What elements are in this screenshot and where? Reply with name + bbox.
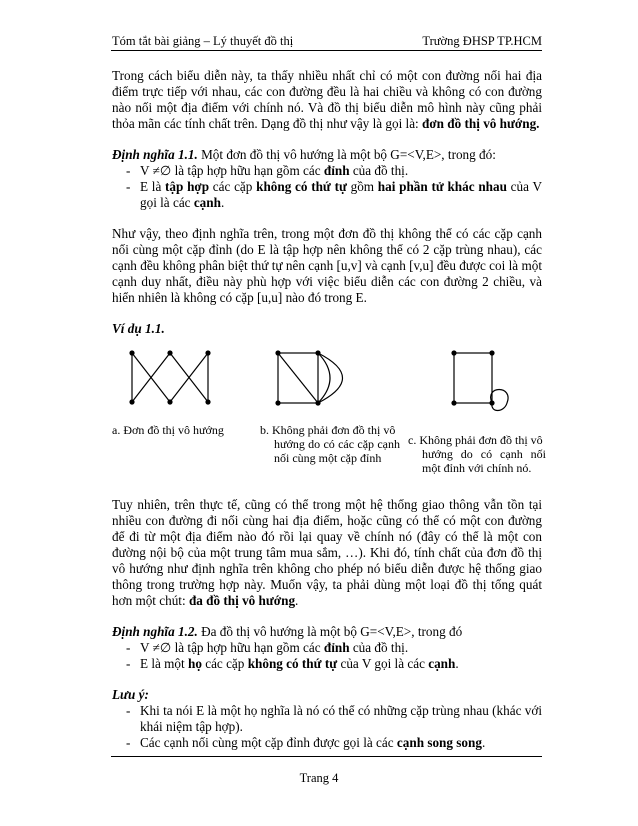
graph-illustrations (112, 341, 542, 421)
page-content (112, 68, 546, 751)
example-figure (112, 341, 546, 475)
paragraph-1-text: Trong cách biểu diễn này, ta thấy nhiều nhất chỉ có một con đường nối hai địa điểm trực tiếp với nhau, các con đường đều là hai chiều và không có con đường nào nối một địa điểm với chính nó. Và đồ thị biểu diễn mô hình này cũng phải thỏa mãn các tính chất trên. Dạng đồ thị như vậy là gọi là: (112, 68, 542, 131)
paragraph-1-bold: đơn đồ thị vô hướng. (422, 116, 540, 131)
list-item: - E là một họ các cặp không có thứ tự của V gọi là các cạnh. (112, 656, 542, 672)
header-rule (111, 50, 542, 51)
example-title: Ví dụ 1.1. (112, 321, 165, 336)
definition-1-2-list (112, 640, 542, 672)
definition-1-1-list (112, 163, 542, 211)
list-item: - V ≠∅ là tập hợp hữu hạn gồm các đỉnh của đồ thị. (112, 163, 542, 179)
note-title: Lưu ý: (112, 687, 149, 702)
graph-a (132, 353, 208, 402)
list-item: - Khi ta nói E là một họ nghĩa là nó có thể có những cặp trùng nhau (khác với khái niệm tập hợp). (112, 703, 542, 735)
graph-b (278, 353, 343, 403)
list-item: - V ≠∅ là tập hợp hữu hạn gồm các đỉnh của đồ thị. (112, 640, 542, 656)
footer-rule (111, 756, 542, 757)
paragraph-3: Tuy nhiên, trên thực tế, cũng có thể trong một hệ thống giao thông vẫn tồn tại nhiều con đường đi nối cùng hai địa điểm, hoặc cũng có thể có một con đường để đi từ một địa điểm nào đó rồi lại quay về chính nó (đây có thể là một con đường nội bộ của một trung tâm mua sắm, …). Khi đó, tính chất của đơn đồ thị vô hướng như định nghĩa trên không cho phép nó biểu diễn được hệ thống giao thông trong trường hợp này. Muốn vậy, ta phải dùng một loại đồ thị tổng quát hơn một chút: đa đồ thị vô hướng. (112, 497, 542, 608)
paragraph-1 (112, 68, 542, 132)
caption-c: c. Không phải đơn đồ thị vô hướng do có cạnh nối một đỉnh với chính nó. (408, 433, 546, 475)
definition-1-1 (112, 147, 542, 163)
header-left: Tóm tắt bài giảng – Lý thuyết đồ thị (112, 34, 294, 48)
header-right: Trường ĐHSP TP.HCM (422, 34, 542, 48)
definition-1-1-text: Một đơn đồ thị vô hướng là một bộ G=<V,E>, trong đó: (197, 147, 496, 162)
page-number: Trang 4 (299, 771, 339, 785)
definition-1-2: Định nghĩa 1.2. Đa đồ thị vô hướng là một bộ G=<V,E>, trong đó (112, 624, 463, 639)
list-item: - E là tập hợp các cặp không có thứ tự gồm hai phần tử khác nhau của V gọi là các cạnh. (112, 179, 542, 211)
definition-1-1-title: Định nghĩa 1.1. (112, 147, 198, 162)
caption-b: b. Không phải đơn đồ thị vô hướng do có các cặp cạnh nối cùng một cặp đỉnh (260, 423, 400, 465)
list-item: - Các cạnh nối cùng một cặp đỉnh được gọi là các cạnh song song. (112, 735, 542, 751)
caption-a: a. Đơn đồ thị vô hướng (112, 423, 224, 437)
note-list (112, 703, 542, 751)
graph-c (454, 353, 508, 411)
paragraph-2: Như vậy, theo định nghĩa trên, trong một đơn đồ thị không thể có các cặp cạnh nối cùng một cặp đỉnh (do E là tập hợp nên không thể có 2 cặp trùng nhau), các cạnh đều không phân biệt thứ tự nên cạnh [u,v] và cạnh [v,u] đều được coi là một cạnh duy nhất, điều này phù hợp với việc biểu diễn các con đường 2 chiều, và hiển nhiên là không có cặp [u,u] nào đó trong E. (112, 226, 542, 305)
